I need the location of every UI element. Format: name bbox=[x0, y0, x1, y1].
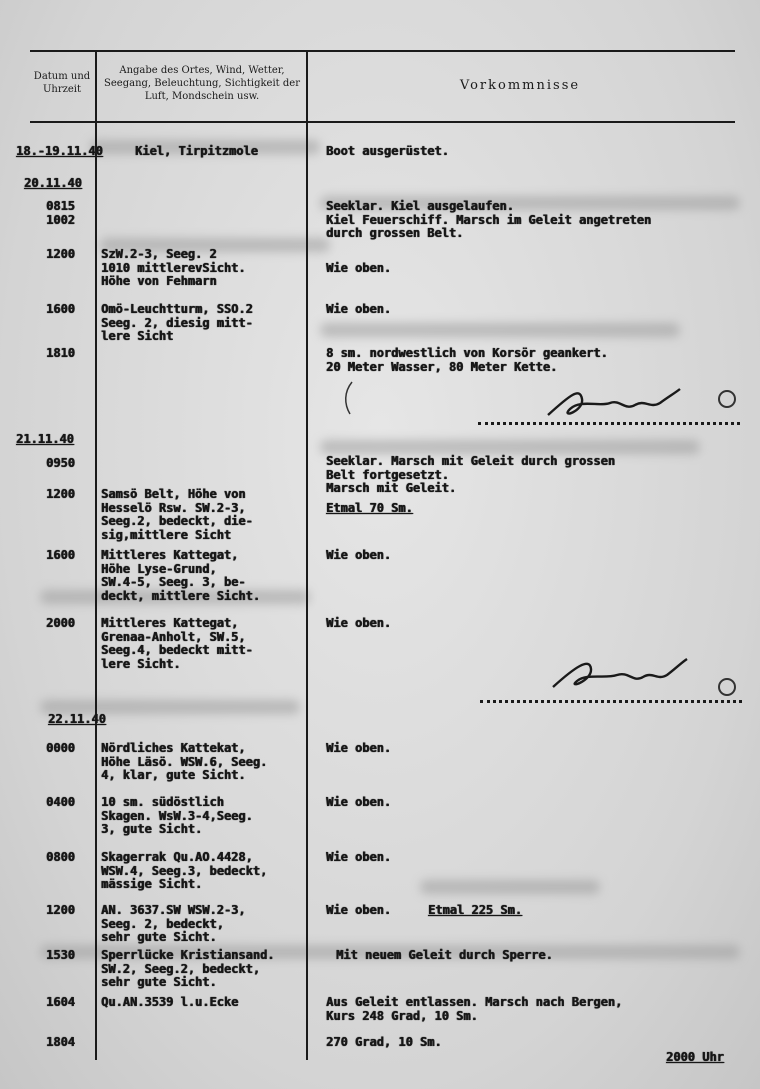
log-event: Seeklar. Marsch mit Geleit durch grossen Belt fortgesetzt. Marsch mit Geleit. bbox=[326, 454, 615, 495]
signature-mark bbox=[540, 385, 690, 425]
log-event: 8 sm. nordwestlich von Korsör geankert. 20 Meter Wasser, 80 Meter Kette. bbox=[326, 346, 608, 374]
log-event: 270 Grad, 10 Sm. bbox=[326, 1035, 442, 1049]
header-ort: Angabe des Ortes, Wind, Wetter, Seegang, Beleuchtung, Sichtigkeit der Luft, Mondschein usw. bbox=[104, 65, 300, 102]
log-place: Mittleres Kattegat, Grenaa-Anholt, SW.5, Seeg.4, bedeckt mitt- lere Sicht. bbox=[101, 616, 253, 671]
log-time: 1600 bbox=[46, 548, 75, 562]
signature-mark bbox=[545, 655, 695, 695]
stamp-circle bbox=[718, 390, 736, 408]
smudge bbox=[420, 880, 600, 894]
log-event: Wie oben. bbox=[326, 548, 392, 562]
log-time: 1810 bbox=[46, 346, 75, 360]
signature-line bbox=[478, 422, 740, 425]
log-time: 0815 1002 bbox=[46, 199, 75, 227]
log-place: Kiel, Tirpitzmole bbox=[135, 144, 258, 158]
log-place: SzW.2-3, Seeg. 2 1010 mittlerevSicht. Höhe von Fehmarn bbox=[101, 247, 246, 288]
log-date: 22.11.40 bbox=[48, 712, 106, 726]
log-date: 20.11.40 bbox=[24, 176, 82, 190]
log-time: 1200 bbox=[46, 247, 75, 261]
log-place: Samsö Belt, Höhe von Hesselö Rsw. SW.2-3, Seeg.2, bedeckt, die- sig,mittlere Sicht bbox=[101, 487, 253, 542]
log-event: Wie oben. bbox=[326, 616, 392, 630]
log-event: Wie oben. bbox=[326, 850, 392, 864]
log-time: 1200 bbox=[46, 487, 75, 501]
log-place: Mittleres Kattegat, Höhe Lyse-Grund, SW.4-5, Seeg. 3, be- deckt, mittlere Sicht. bbox=[101, 548, 260, 603]
log-time: 1604 bbox=[46, 995, 75, 1009]
log-time: 18.-19.11.40 bbox=[16, 144, 103, 158]
table-top-rule bbox=[30, 50, 735, 52]
signature-line bbox=[480, 700, 742, 703]
header-bottom-rule bbox=[30, 121, 735, 123]
ink-mark bbox=[342, 380, 356, 416]
column-rule-2 bbox=[306, 50, 308, 1060]
log-date: 21.11.40 bbox=[16, 432, 74, 446]
log-place: Omö-Leuchtturm, SSO.2 Seeg. 2, diesig mitt- lere Sicht bbox=[101, 302, 253, 343]
column-rule-1 bbox=[95, 50, 97, 1060]
log-place: Qu.AN.3539 l.u.Ecke bbox=[101, 995, 239, 1009]
log-time: 2000 bbox=[46, 616, 75, 630]
header-datum: Datum und Uhrzeit bbox=[33, 71, 91, 95]
log-event: Seeklar. Kiel ausgelaufen. Kiel Feuerschiff. Marsch im Geleit angetreten durch grossen Belt. bbox=[326, 199, 652, 240]
log-time: 0000 bbox=[46, 741, 75, 755]
log-event: Wie oben. bbox=[326, 903, 392, 917]
log-event: Wie oben. bbox=[326, 261, 392, 275]
log-time: 1804 bbox=[46, 1035, 75, 1049]
log-place: Nördliches Kattekat, Höhe Läsö. WSW.6, Seeg. 4, klar, gute Sicht. bbox=[101, 741, 268, 782]
log-event: Wie oben. bbox=[326, 741, 392, 755]
log-time: 0400 bbox=[46, 795, 75, 809]
log-event: Aus Geleit entlassen. Marsch nach Bergen, Kurs 248 Grad, 10 Sm. bbox=[326, 995, 623, 1023]
log-place: Skagerrak Qu.AO.4428, WSW.4, Seeg.3, bedeckt, mässige Sicht. bbox=[101, 850, 268, 891]
log-event: Wie oben. bbox=[326, 795, 392, 809]
smudge bbox=[320, 440, 700, 454]
log-time: 1530 bbox=[46, 948, 75, 962]
log-event: Etmal 70 Sm. bbox=[326, 501, 413, 515]
log-time: 0800 bbox=[46, 850, 75, 864]
log-place: 10 sm. südöstlich Skagen. WsW.3-4,Seeg. 3, gute Sicht. bbox=[101, 795, 253, 836]
log-time: 1600 bbox=[46, 302, 75, 316]
stamp-circle bbox=[718, 678, 736, 696]
log-footer-time: 2000 Uhr bbox=[666, 1050, 724, 1064]
log-place: Sperrlücke Kristiansand. SW.2, Seeg.2, bedeckt, sehr gute Sicht. bbox=[101, 948, 275, 989]
log-event: Wie oben. bbox=[326, 302, 392, 316]
log-event: Mit neuem Geleit durch Sperre. bbox=[336, 948, 553, 962]
header-vorkommnisse: Vorkommnisse bbox=[459, 78, 581, 93]
log-event-etmal: Etmal 225 Sm. bbox=[428, 903, 522, 917]
log-event: Boot ausgerüstet. bbox=[326, 144, 449, 158]
log-time: 0950 bbox=[46, 456, 75, 470]
smudge bbox=[320, 323, 680, 337]
log-time: 1200 bbox=[46, 903, 75, 917]
log-place: AN. 3637.SW WSW.2-3, Seeg. 2, bedeckt, sehr gute Sicht. bbox=[101, 903, 246, 944]
